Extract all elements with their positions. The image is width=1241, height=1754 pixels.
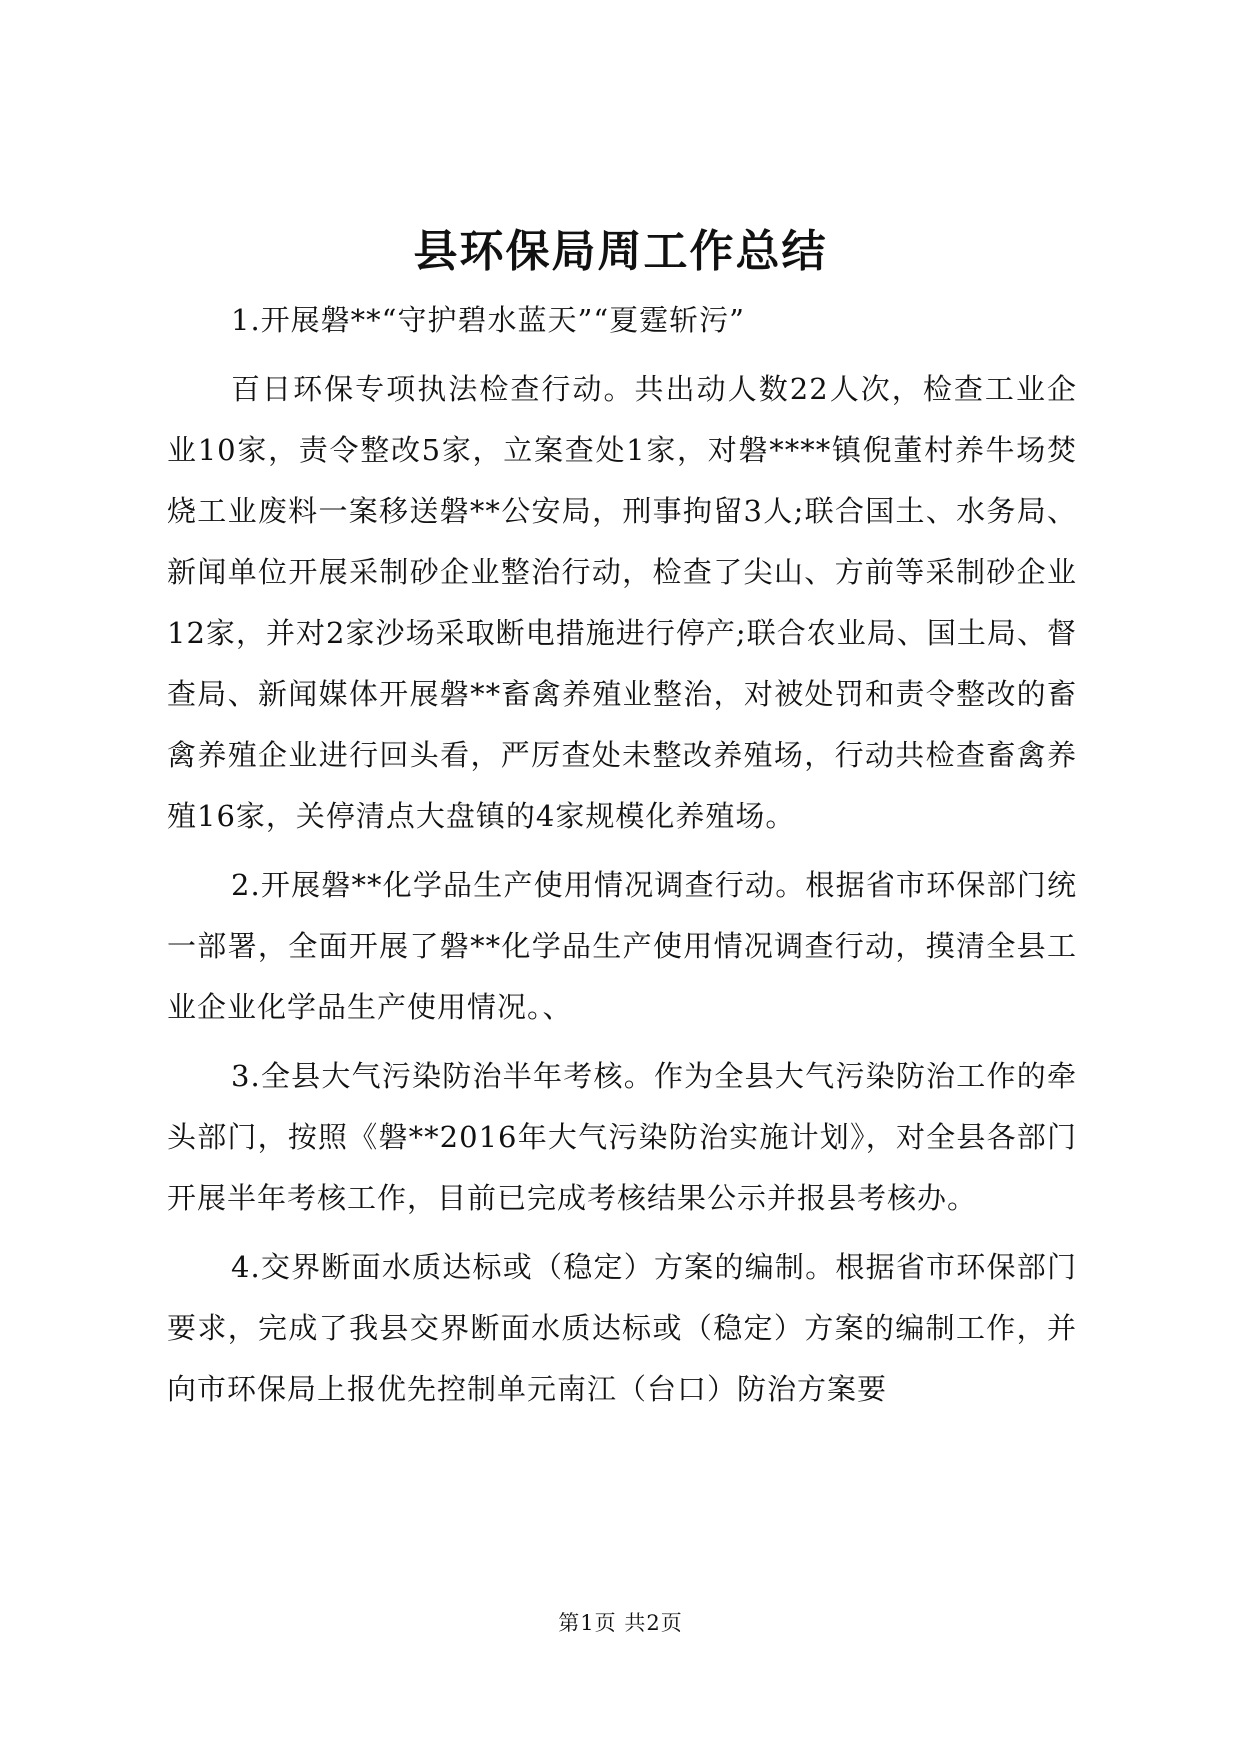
paragraph-2: 百日环保专项执法检查行动。共出动人数22人次，检查工业企业10家，责令整改5家，立案查处1家，对磐****镇倪董村养牛场焚烧工业废料一案移送磐**公安局，刑事拘留3人;联合国土、水务局、新闻单位开展采制砂企业整治行动，检查了尖山、方前等采制砂企业12家，并对2家沙场采取断电措施进行停产;联合农业局、国土局、督查局、新闻媒体开展磐**畜禽养殖业整治，对被处罚和责令整改的畜禽养殖企业进行回头看，严厉查处未整改养殖场，行动共检查畜禽养殖16家，关停清点大盘镇的4家规模化养殖场。: [167, 372, 1077, 833]
document-title: 县环保局周工作总结: [413, 226, 828, 277]
paragraph-4: 3.全县大气污染防治半年考核。作为全县大气污染防治工作的牵头部门，按照《磐**2016年大气污染防治实施计划》，对全县各部门开展半年考核工作，目前已完成考核结果公示并报县考核办。: [167, 1059, 1077, 1215]
paragraph-1: 1.开展磐**“守护碧水蓝天”“夏霆斩污”: [231, 303, 745, 337]
document-body: [167, 290, 1077, 1420]
paragraph-5: 4.交界断面水质达标或（稳定）方案的编制。根据省市环保部门要求，完成了我县交界断面水质达标或（稳定）方案的编制工作，并向市环保局上报优先控制单元南江（台口）防治方案要: [167, 1250, 1077, 1406]
page-footer: 第1页 共2页: [558, 1611, 683, 1635]
paragraph-3: 2.开展磐**化学品生产使用情况调查行动。根据省市环保部门统一部署，全面开展了磐**化学品生产使用情况调查行动，摸清全县工业企业化学品生产使用情况。、: [167, 868, 1077, 1024]
